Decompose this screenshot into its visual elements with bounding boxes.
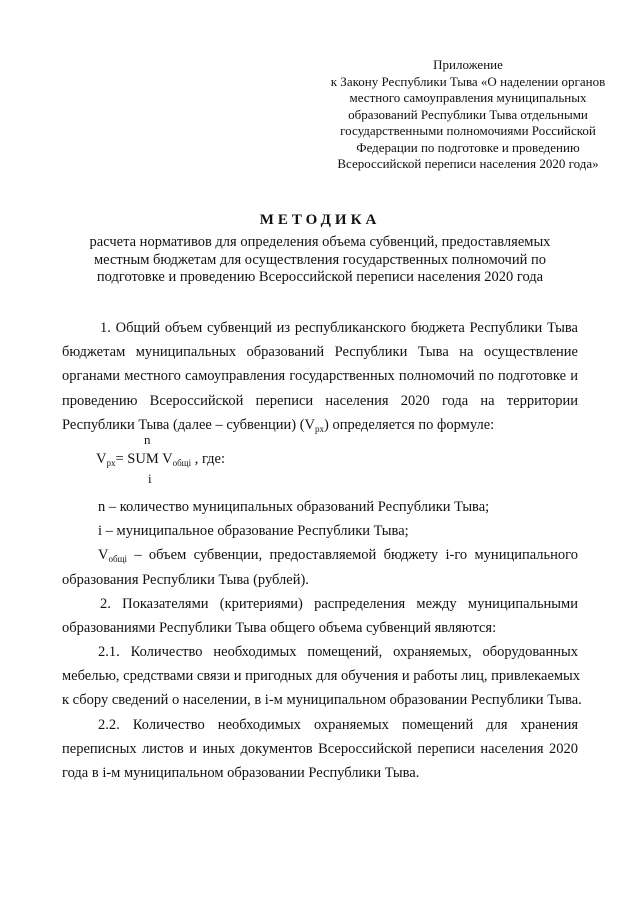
paragraph-1-line: органами местного самоуправления государственных полномочий по подготовке и <box>62 368 578 385</box>
paragraph-2-1-line: к сбору сведений о населении, в i-м муниципальном образовании Республики Тыва. <box>62 692 582 709</box>
appendix-line: Всероссийской переписи населения 2020 года» <box>337 156 599 171</box>
appendix-block <box>318 57 618 173</box>
definition-v: $V_{общi}$ – объем субвенции, предоставляемой бюджету i-го муниципального <box>98 547 578 565</box>
paragraph-2-1-line: мебелью, средствами связи и пригодных для обучения и работы лиц, привлекаемых <box>62 668 581 685</box>
appendix-line: Приложение <box>433 57 503 72</box>
document-title: МЕТОДИКА <box>259 212 381 228</box>
formula-lower-limit: i <box>148 470 152 486</box>
definition-v-line: образования Республики Тыва (рублей). <box>62 571 309 588</box>
appendix-line: к Закону Республики Тыва «О наделении органов <box>330 73 606 89</box>
formula-expression: $V_{рх}=$ SUM $V_{общi}$ , где: <box>96 450 226 468</box>
paragraph-1-line: бюджетам муниципальных образований Республики Тыва на осуществление <box>62 344 578 361</box>
document-subtitle <box>60 234 580 287</box>
paragraph-2-line: образованиями Республики Тыва общего объема субвенций являются: <box>62 619 497 636</box>
paragraph-1-last-line: Республики Тыва (далее – субвенции) $(V_{рх})$ определяется по формуле: <box>62 416 495 434</box>
subtitle-line: расчета нормативов для определения объема субвенций, предоставляемых <box>89 234 551 250</box>
paragraph-2-2-line: 2.2. Количество необходимых охраняемых помещений для хранения <box>98 716 578 733</box>
paragraph-2-2-line: года в i-м муниципальном образовании Республики Тыва. <box>62 765 420 781</box>
subtitle-line: местным бюджетам для осуществления государственных полномочий по <box>93 251 547 268</box>
appendix-line: государственными полномочиями Российской <box>340 123 596 138</box>
appendix-line: Федерации по подготовке и проведению <box>356 139 580 155</box>
definition-i: i – муниципальное образование Республики Тыва; <box>98 523 409 540</box>
appendix-line: образований Республики Тыва отдельными <box>348 106 588 122</box>
definition-n: n – количество муниципальных образований Республики Тыва; <box>98 498 490 515</box>
formula <box>62 431 578 487</box>
paragraph-2-1-line: 2.1. Количество необходимых помещений, охраняемых, оборудованных <box>98 644 578 661</box>
subtitle-line: подготовке и проведению Всероссийской переписи населения 2020 года <box>96 269 544 285</box>
appendix-line: местного самоуправления муниципальных <box>349 90 587 105</box>
paragraph-1-line: проведению Всероссийской переписи населения 2020 года на территории <box>62 392 578 409</box>
paragraph-1-line: 1. Общий объем субвенций из республиканского бюджета Республики Тыва <box>100 320 578 336</box>
paragraph-2-line: 2. Показателями (критериями) распределения между муниципальными <box>100 595 578 612</box>
formula-upper-limit: n <box>144 431 151 447</box>
document-body <box>62 316 582 785</box>
paragraph-2-2-line: переписных листов и иных документов Всероссийской переписи населения 2020 <box>62 740 578 757</box>
